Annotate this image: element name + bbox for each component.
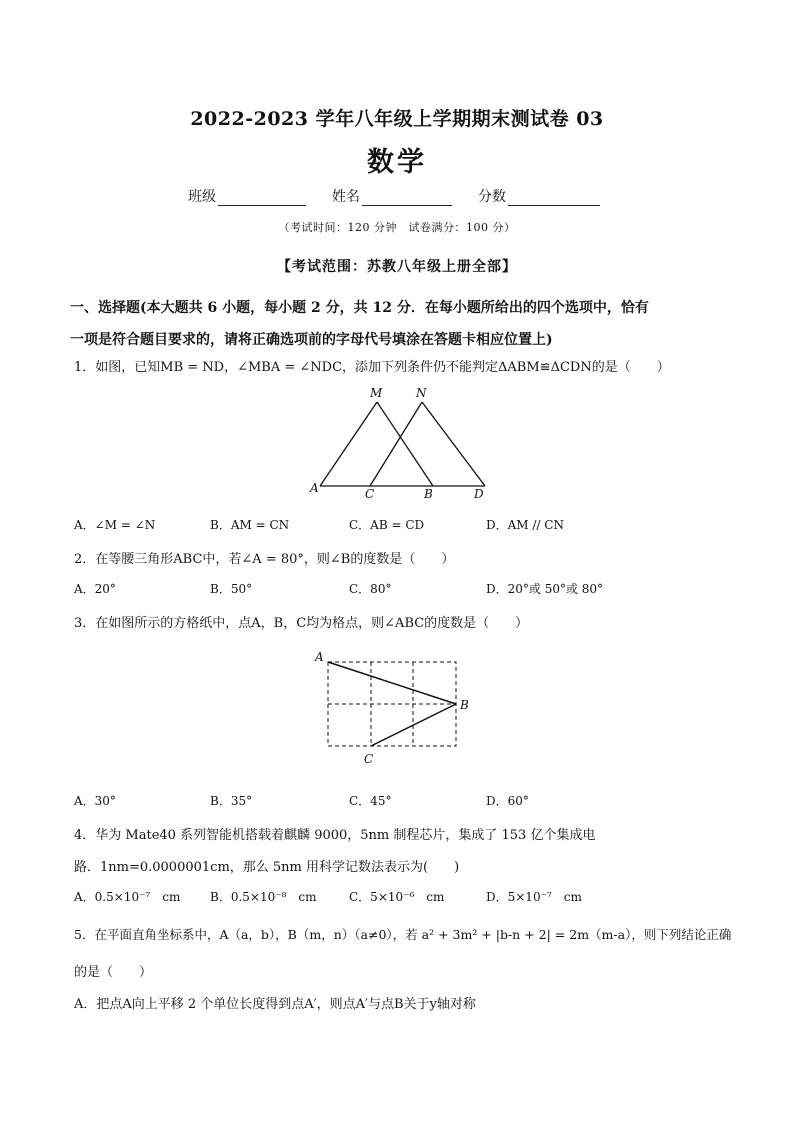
question-3-grid-figure <box>310 645 480 770</box>
label-m: M <box>370 386 383 400</box>
q3-option-d: D．60° <box>486 794 529 808</box>
name-blank <box>362 191 452 206</box>
label-a: A <box>310 481 319 495</box>
q2-option-a: A．20° <box>74 582 116 596</box>
q4-option-b: B．0.5×10⁻⁸ cm <box>210 890 317 904</box>
class-label: 班级 <box>188 189 216 205</box>
exam-note: （考试时间：120 分钟 试卷满分：100 分） <box>278 221 516 234</box>
grid-lines <box>328 662 456 746</box>
score-label: 分数 <box>478 189 506 205</box>
exam-scope: 【考试范围：苏教八年级上册全部】 <box>277 259 517 275</box>
label-d: D <box>474 487 484 501</box>
score-field <box>478 186 600 206</box>
question-5-stem-line1: 5．在平面直角坐标系中，A（a，b），B（m，n）（a≠0），若 a² + 3m² + |b-n + 2| = 2m（m-a），则下列结论正确 <box>74 927 732 942</box>
grid-label-b: B <box>460 698 469 712</box>
subject-title: 数学 <box>367 147 427 178</box>
q3-option-b: B．35° <box>210 794 253 808</box>
q4-option-d: D．5×10⁻⁷ cm <box>486 890 582 904</box>
line-mb <box>377 402 433 486</box>
name-label: 姓名 <box>332 189 360 205</box>
q1-option-b: B．AM = CN <box>210 518 290 532</box>
question-1-figure <box>300 384 500 504</box>
q3-option-c: C．45° <box>349 794 392 808</box>
q5-option-a: A．把点A向上平移 2 个单位长度得到点A′，则点A′与点B关于y轴对称 <box>74 997 476 1012</box>
line-cn <box>370 402 422 486</box>
label-n: N <box>416 386 427 400</box>
q4-option-a: A．0.5×10⁻⁷ cm <box>74 890 181 904</box>
section-heading <box>70 292 730 356</box>
question-4-stem-line2: 路．1nm=0.0000001cm，那么 5nm 用科学记数法表示为( ) <box>74 860 460 875</box>
q1-option-a: A．∠M = ∠N <box>74 518 156 532</box>
grid-label-a: A <box>315 650 324 664</box>
segment-ab <box>328 662 456 704</box>
q2-option-d: D．20°或 50°或 80° <box>486 582 604 596</box>
section-heading-line1: 一、选择题(本大题共 6 小题，每小题 2 分，共 12 分．在每小题所给出的四个选项中，恰有 <box>70 300 649 316</box>
class-blank <box>218 191 306 206</box>
name-field <box>332 186 452 206</box>
score-blank <box>508 191 600 206</box>
question-1-stem: 1．如图，已知MB = ND，∠MBA = ∠NDC，添加下列条件仍不能判定ΔABM≌ΔCDN的是（ ） <box>74 360 670 375</box>
question-2-stem: 2．在等腰三角形ABC中，若∠A = 80°，则∠B的度数是（ ） <box>74 552 455 567</box>
q4-option-c: C．5×10⁻⁶ cm <box>349 890 445 904</box>
q2-option-b: B．50° <box>210 582 253 596</box>
q1-option-d: D．AM // CN <box>486 518 564 532</box>
section-heading-line2: 一项是符合题目要求的，请将正确选项前的字母代号填涂在答题卡相应位置上) <box>70 332 553 348</box>
question-5-stem-line2: 的是（ ） <box>74 965 153 980</box>
exam-title: 2022-2023 学年八年级上学期期末测试卷 03 <box>190 108 604 130</box>
grid-label-c: C <box>364 752 374 766</box>
label-b: B <box>424 487 433 501</box>
class-field <box>188 186 306 206</box>
q1-option-c: C．AB = CD <box>349 518 425 532</box>
line-nd <box>422 402 485 486</box>
question-3-stem: 3．在如图所示的方格纸中，点A，B，C均为格点，则∠ABC的度数是（ ） <box>74 616 529 631</box>
line-am <box>320 402 377 486</box>
q2-option-c: C．80° <box>349 582 392 596</box>
q3-option-a: A．30° <box>74 794 116 808</box>
label-c: C <box>365 487 375 501</box>
question-4-stem-line1: 4．华为 Mate40 系列智能机搭载着麒麟 9000，5nm 制程芯片，集成了 153 亿个集成电 <box>74 828 596 843</box>
